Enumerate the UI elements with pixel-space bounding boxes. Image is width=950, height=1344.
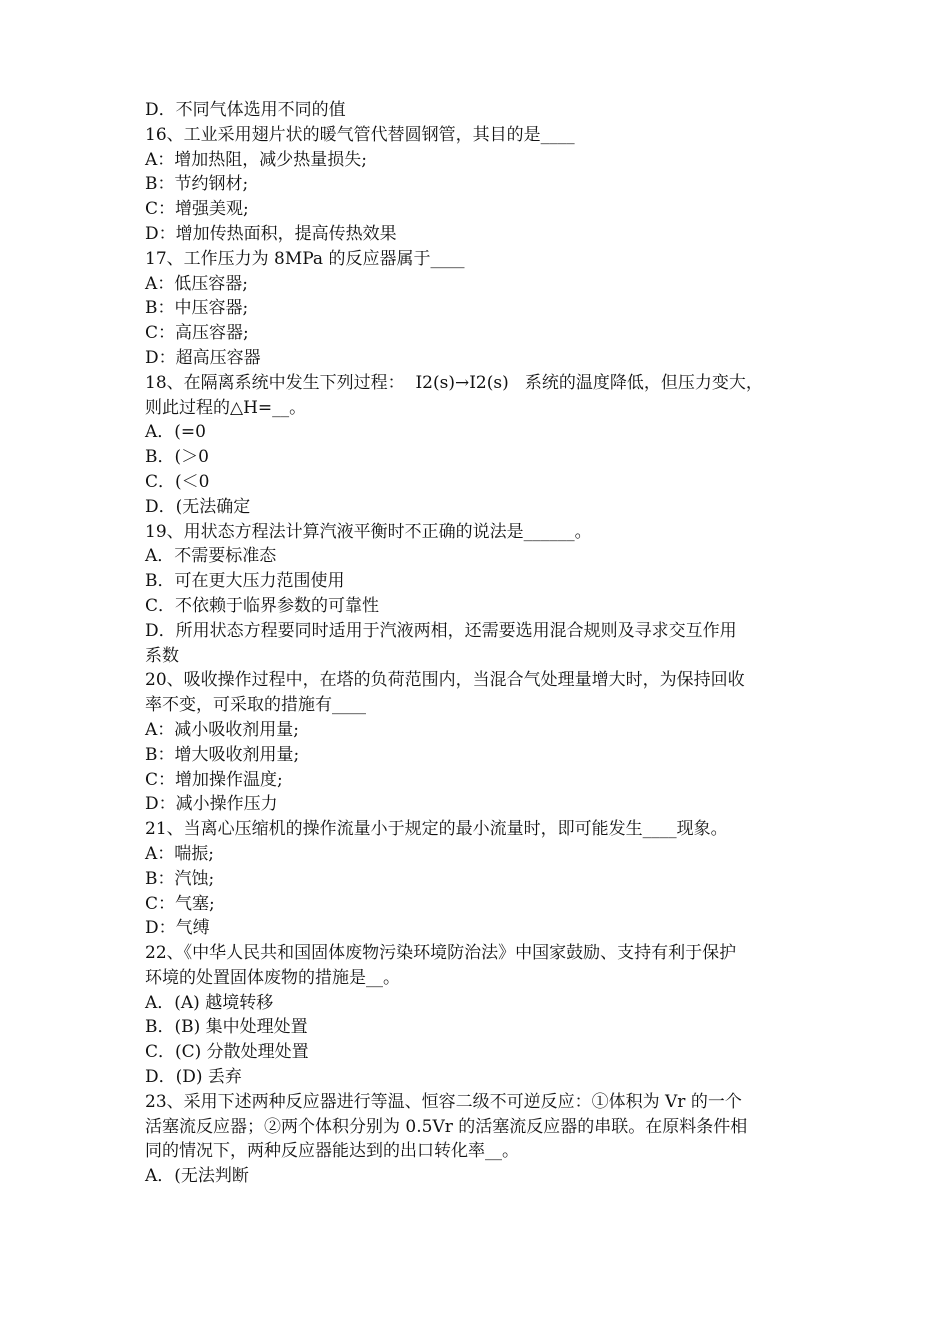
text-line: D．不同气体选用不同的值	[145, 100, 346, 120]
question-19: 19、用状态方程法计算汽液平衡时不正确的说法是______。	[145, 521, 592, 542]
option-line: D：减小操作压力	[145, 794, 278, 815]
option-line: D．所用状态方程要同时适用于汽液两相，还需要选用混合规则及寻求交互作用	[145, 620, 737, 641]
option-line-cont: 系数	[145, 645, 179, 666]
option-line: A．(A) 越境转移	[145, 992, 274, 1013]
option-line: B．可在更大压力范围使用	[145, 571, 345, 592]
option-line: A：增加热阻，减少热量损失;	[145, 149, 368, 170]
option-line: D．(无法确定	[145, 496, 251, 517]
question-21: 21、当离心压缩机的操作流量小于规定的最小流量时，即可能发生____现象。	[145, 819, 728, 840]
option-line: A：减小吸收剂用量;	[145, 719, 300, 740]
option-line: B：节约钢材;	[145, 174, 249, 195]
question-16: 16、工业采用翅片状的暖气管代替圆钢管，其目的是____	[145, 124, 575, 145]
option-line: B：汽蚀;	[145, 868, 215, 889]
question-18-cont: 则此过程的△H=__。	[145, 397, 307, 418]
question-17: 17、工作压力为 8MPa 的反应器属于____	[145, 248, 465, 269]
option-line: C：增加操作温度;	[145, 769, 283, 790]
option-line: C．不依赖于临界参数的可靠性	[145, 595, 380, 616]
option-line: C：高压容器;	[145, 323, 249, 344]
option-line: B．(＞0	[145, 447, 209, 468]
option-line: C．(C) 分散处理处置	[145, 1042, 309, 1063]
question-18: 18、在隔离系统中发生下列过程： I2(s)→I2(s) 系统的温度降低，但压力变大，	[145, 372, 763, 393]
option-line: D：气缚	[145, 918, 210, 939]
option-line: A．(=0	[145, 422, 206, 443]
option-line: A．不需要标准态	[145, 546, 277, 567]
option-line: C．(＜0	[145, 471, 210, 492]
option-line: B．(B) 集中处理处置	[145, 1017, 308, 1038]
document-body	[145, 98, 817, 1189]
option-line: B：中压容器;	[145, 298, 249, 319]
question-23: 23、采用下述两种反应器进行等温、恒容二级不可逆反应：①体积为 Vr 的一个	[145, 1091, 742, 1112]
question-23-cont: 同的情况下，两种反应器能达到的出口转化率__。	[145, 1141, 519, 1162]
option-line: A：低压容器;	[145, 273, 249, 294]
question-22: 22、《中华人民共和国固体废物污染环境防治法》中国家鼓励、支持有利于保护	[145, 943, 737, 964]
option-line: D：增加传热面积，提高传热效果	[145, 223, 397, 244]
question-22-cont: 环境的处置固体废物的措施是__。	[145, 967, 400, 988]
option-line: C：增强美观;	[145, 199, 249, 220]
question-20: 20、吸收操作过程中，在塔的负荷范围内，当混合气处理量增大时，为保持回收	[145, 670, 745, 691]
option-line: A．(无法判断	[145, 1166, 249, 1187]
option-line: D：超高压容器	[145, 347, 261, 368]
option-line: A：喘振;	[145, 843, 215, 864]
option-line: B：增大吸收剂用量;	[145, 744, 300, 765]
option-line: D．(D) 丢弃	[145, 1067, 242, 1088]
question-23-cont: 活塞流反应器；②两个体积分别为 0.5Vr 的活塞流反应器的串联。在原料条件相	[145, 1116, 748, 1137]
option-line: C：气塞;	[145, 893, 215, 914]
question-20-cont: 率不变，可采取的措施有____	[145, 695, 366, 716]
